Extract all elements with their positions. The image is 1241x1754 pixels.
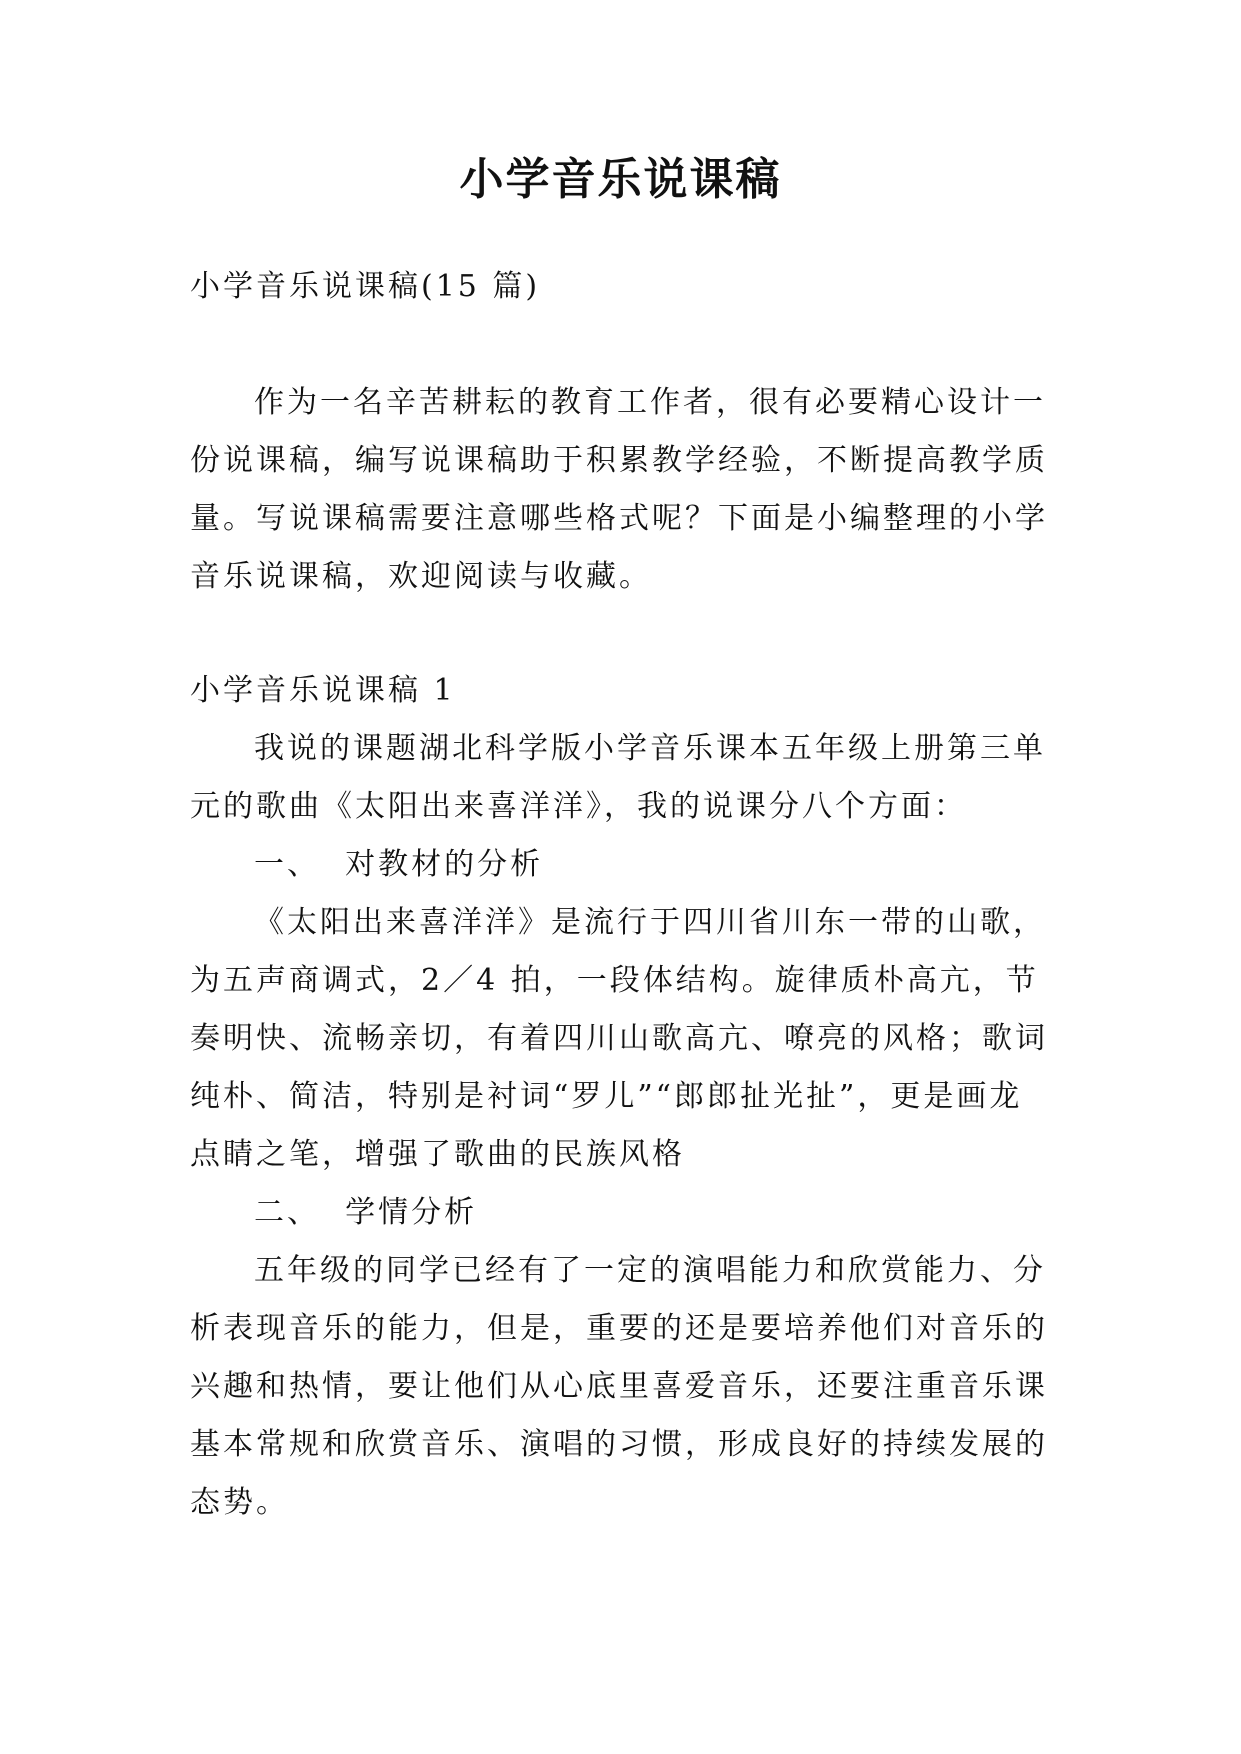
section-heading: 小学音乐说课稿 1: [190, 673, 456, 708]
item-paragraph-2: 五年级的同学已经有了一定的演唱能力和欣赏能力、分析表现音乐的能力，但是，重要的还是要培养他们对音乐的兴趣和热情，要让他们从心底里喜爱音乐，还要注重音乐课基本常规和欣赏音乐、演唱的习惯，形成良好的持续发展的态势。: [190, 1253, 1048, 1520]
item-paragraph-1: 《太阳出来喜洋洋》是流行于四川省川东一带的山歌，为五声商调式，2／4 拍，一段体结构。旋律质朴高亢，节奏明快、流畅亲切，有着四川山歌高亢、嘹亮的风格；歌词纯朴、简洁，特别是衬词“罗儿”“郎郎扯光扯”，更是画龙点睛之笔，增强了歌曲的民族风格: [190, 905, 1048, 1172]
item-heading-2: 二、 学情分析: [254, 1195, 478, 1230]
document-title: 小学音乐说课稿: [459, 154, 782, 205]
document-subtitle: 小学音乐说课稿(15 篇): [190, 269, 541, 304]
intro-paragraph: 作为一名辛苦耕耘的教育工作者，很有必要精心设计一份说课稿，编写说课稿助于积累教学经验，不断提高教学质量。写说课稿需要注意哪些格式呢？下面是小编整理的小学音乐说课稿，欢迎阅读与收藏。: [190, 385, 1048, 594]
document-body: [190, 258, 1050, 1532]
item-heading-1: 一、 对教材的分析: [254, 847, 544, 882]
section-paragraph: 我说的课题湖北科学版小学音乐课本五年级上册第三单元的歌曲《太阳出来喜洋洋》，我的说课分八个方面：: [190, 731, 1046, 824]
